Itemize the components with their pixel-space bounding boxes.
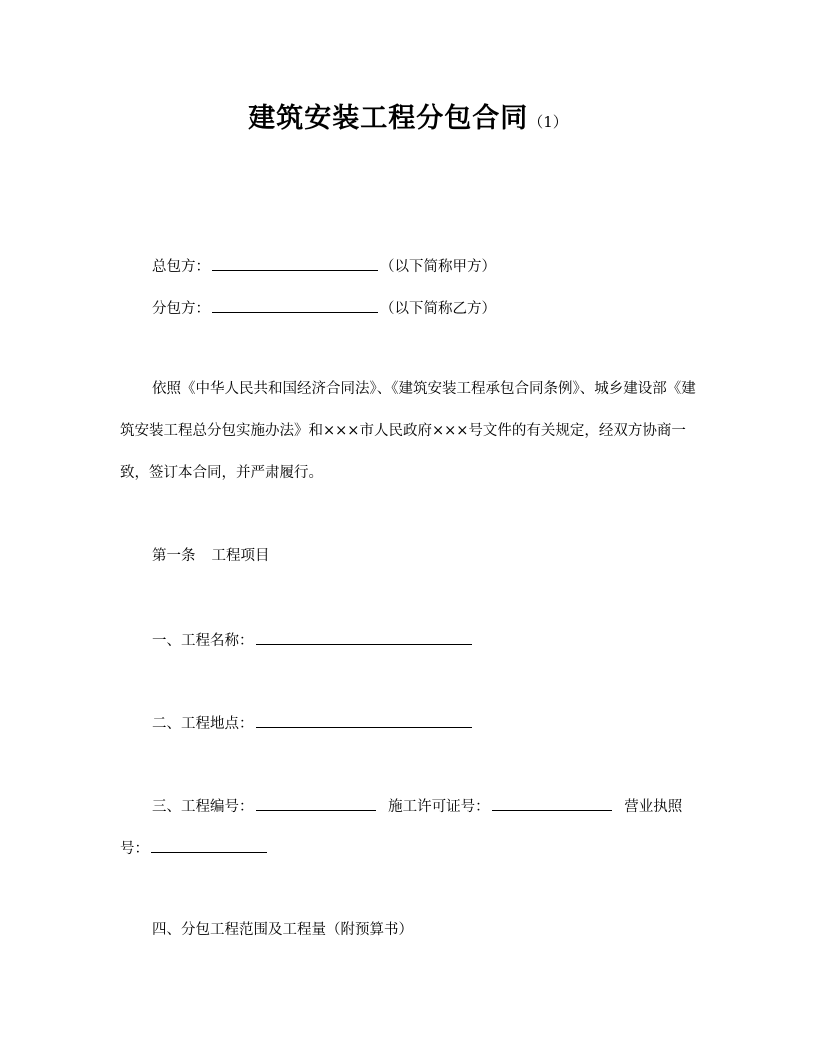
subcontractor-line [152, 298, 496, 319]
project-location-field[interactable] [256, 713, 472, 728]
general-contractor-field[interactable] [212, 256, 378, 271]
business-license-line [120, 838, 269, 859]
article1-title: 工程项目 [211, 548, 270, 564]
general-contractor-note: （以下简称甲方） [380, 259, 496, 275]
business-license-label: 营业执照 [624, 799, 683, 815]
general-contractor-label: 总包方： [152, 259, 210, 275]
preamble-paragraph: 依照《中华人民共和国经济合同法》、《建筑安装工程承包合同条例》、城乡建设部《建筑安装工程总分包实施办法》和×××市人民政府×××号文件的有关规定，经双方协商一致，签订本合同，并严肃履行。 [120, 381, 696, 481]
subcontractor-label: 分包方： [152, 301, 210, 317]
project-number-field[interactable] [256, 796, 376, 811]
scope-label: 四、分包工程范围及工程量（附预算书） [152, 922, 413, 938]
permit-number-field[interactable] [492, 796, 612, 811]
general-contractor-line [152, 256, 496, 277]
subcontractor-note: （以下简称乙方） [380, 301, 496, 317]
permit-number-label: 施工许可证号： [388, 799, 490, 815]
project-location-label: 二、工程地点： [152, 716, 254, 732]
project-number-line [152, 796, 682, 817]
article1-heading [152, 546, 270, 566]
article1-number: 第一条 [152, 548, 196, 564]
business-license-field[interactable] [151, 838, 267, 853]
project-name-line [152, 630, 474, 651]
project-location-line [152, 713, 474, 734]
title-main: 建筑安装工程分包合同 [248, 103, 529, 134]
subcontractor-field[interactable] [212, 298, 378, 313]
scope-line [152, 920, 413, 940]
project-name-field[interactable] [256, 630, 472, 645]
business-license-label-cont: 号： [120, 841, 149, 857]
document-title [0, 96, 816, 135]
title-suffix: （1） [528, 113, 568, 131]
project-name-label: 一、工程名称： [152, 633, 254, 649]
project-number-label: 三、工程编号： [152, 799, 254, 815]
